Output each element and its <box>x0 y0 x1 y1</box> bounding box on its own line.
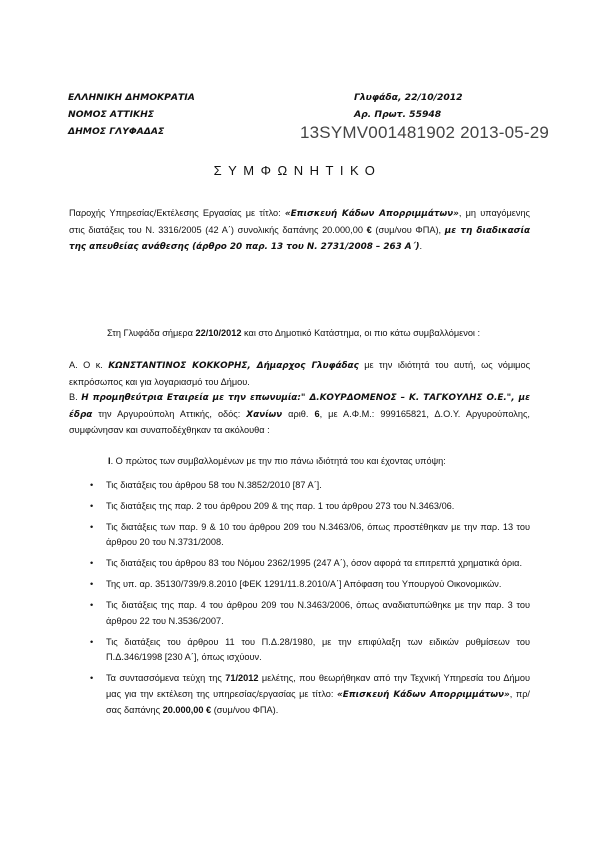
bullet-icon: • <box>90 558 94 569</box>
list-item <box>90 499 530 515</box>
text-run: (συμ/νου ΦΠΑ). <box>211 705 279 716</box>
subject-paragraph <box>69 206 530 256</box>
bullet-icon: • <box>90 673 94 684</box>
contract-date: 22/10/2012 <box>195 328 242 338</box>
text-run: αριθ. <box>282 408 315 419</box>
list-item <box>90 478 530 494</box>
supplier-name: Η προμηθεύτρια Εταιρεία με την επωνυμία:" Δ.ΚΟΥΡΔΟΜΕΝΟΣ – Κ. ΤΑΓΚΟΥΛΗΣ Ο.Ε.", με έδρα <box>69 393 530 420</box>
street-number: 6 <box>314 408 320 419</box>
item-text: Τις διατάξεις του άρθρου 58 του Ν.3852/2010 [87 Α΄]. <box>106 480 322 490</box>
list-item <box>90 635 530 666</box>
bullet-icon: • <box>90 500 94 511</box>
text-run: και στο Δημοτικό Κατάστημα, οι πιο κάτω συμβαλλόμενοι : <box>241 328 481 338</box>
text-run: Α. Ο κ. <box>69 360 109 370</box>
item-text: Τις διατάξεις των παρ. 9 & 10 του άρθρου 209 του Ν.3463/06, όπως προστέθηκαν με την παρ. 13 του άρθρου 20 του Ν.3731/2008. <box>106 521 530 548</box>
study-number: 71/2012 <box>225 673 259 684</box>
list-item <box>90 520 530 551</box>
bullet-icon: • <box>90 480 94 490</box>
text-run: Τα συντασσόμενα τεύχη της <box>106 673 226 684</box>
party-b-paragraph <box>69 390 530 439</box>
project-title: «Επισκευή Κάδων Απορριμμάτων» <box>284 209 459 219</box>
text-run: . <box>419 241 423 252</box>
location-paragraph <box>69 326 530 342</box>
list-item <box>90 671 530 719</box>
text-run: μελέτης, που θεωρήθηκαν από την Τεχνική Υπηρεσία του Δήμου μας για την εκτέλεση της υπηρεσίας/εργασίας με τίτλο: <box>106 673 530 699</box>
bullet-icon: • <box>90 521 94 532</box>
protocol-number: Αρ. Πρωτ. 55948 <box>354 109 442 120</box>
considerations-list <box>90 478 530 724</box>
project-title: «Επισκευή Κάδων Απορριμμάτων» <box>337 689 510 700</box>
euro-sign: € <box>366 224 372 235</box>
street-name: Χανίων <box>246 409 283 420</box>
text-run: , πρ/σας δαπάνης <box>106 688 530 716</box>
mayor-name: ΚΩΝΣΤΑΝΤΙΝΟΣ ΚΟΚΚΟΡΗΣ, Δήμαρχος Γλυφάδας <box>108 361 359 371</box>
item-text: Τις διατάξεις της παρ. 2 του άρθρου 209 & της παρ. 1 του άρθρου 273 του Ν.3463/06. <box>106 500 455 511</box>
text-run: Παροχής Υπηρεσίας/Εκτέλεσης Εργασίας με τίτλο: <box>69 208 285 218</box>
issuer-line: ΕΛΛΗΝΙΚΗ ΔΗΜΟΚΡΑΤΙΑ <box>68 92 195 103</box>
text-run: με την ιδιότητά του αυτή, ως νόμιμος εκπρόσωπος και για λογαριασμό του Δήμου. <box>69 360 531 387</box>
text-run: , μη υπαγόμενης στις διατάξεις του Ν. 3316/2005 (42 Α΄) συνολικής δαπάνης 20.000,00 <box>69 208 530 235</box>
item-text: Τις διατάξεις του άρθρου 83 του Νόμου 2362/1995 (247 Α΄), όσον αφορά τα επιτρεπτά χρηματικά όρια. <box>106 558 523 569</box>
document-id: 13SYMV001481902 2013-05-29 <box>300 123 550 142</box>
text-run: (συμ/νου ΦΠΑ), <box>371 224 445 235</box>
document-date: Γλυφάδα, 22/10/2012 <box>354 92 463 103</box>
item-text: Της υπ. αρ. 35130/739/9.8.2010 [ΦΕΚ 1291/11.8.2010/Α΄] Απόφαση του Υπουργού Οικονομικών. <box>106 579 502 590</box>
text-run: , με Α.Φ.Μ.: 999165821, Δ.Ο.Υ. Αργυρούπολης, συμφώνησαν και συναποδέχθηκαν τα ακόλουθα : <box>69 408 530 436</box>
issuer-line: ΝΟΜΟΣ ΑΤΤΙΚΗΣ <box>68 109 155 120</box>
party-a-paragraph <box>69 358 530 390</box>
bullet-icon: • <box>90 579 94 590</box>
document-title: ΣΥΜΦΩΝΗΤΙΚΟ <box>213 163 382 178</box>
list-item <box>90 556 530 572</box>
budget-amount: 20.000,00 € <box>162 705 212 716</box>
date-protocol-block <box>354 89 463 123</box>
considerations-intro <box>108 454 528 470</box>
procedure-text: με τη διαδικασία της απευθείας ανάθεσης (άρθρο 20 παρ. 13 του Ν. 2731/2008 – 263 Α΄) <box>69 225 530 253</box>
text-run: . Ο πρώτος των συμβαλλομένων με την πιο πάνω ιδιότητά του και έχοντας υπόψη: <box>110 456 446 466</box>
issuer-line: ΔΗΜΟΣ ΓΛΥΦΑΔΑΣ <box>68 126 165 137</box>
roman-numeral: Ι <box>108 456 111 466</box>
bullet-icon: • <box>90 636 94 647</box>
item-text: Τις διατάξεις της παρ. 4 του άρθρου 209 του Ν.3463/2006, όπως αναδιατυπώθηκε με την παρ. 3 του άρθρου 22 του Ν.3536/2007. <box>106 600 530 626</box>
bullet-icon: • <box>90 600 94 611</box>
list-item <box>90 577 530 593</box>
text-run: Στη Γλυφάδα σήμερα <box>107 328 196 338</box>
issuer-block <box>68 89 195 140</box>
text-run: Β. <box>69 392 82 402</box>
item-text: Τις διατάξεις του άρθρου 11 του Π.Δ.28/1980, με την επιφύλαξη των ειδικών ρυθμίσεων του Π.Δ.346/1998 [230 Α΄], όπως ισχύουν. <box>106 636 530 663</box>
list-item <box>90 598 530 629</box>
text-run: την Αργυρούπολη Αττικής, οδός: <box>92 408 247 419</box>
